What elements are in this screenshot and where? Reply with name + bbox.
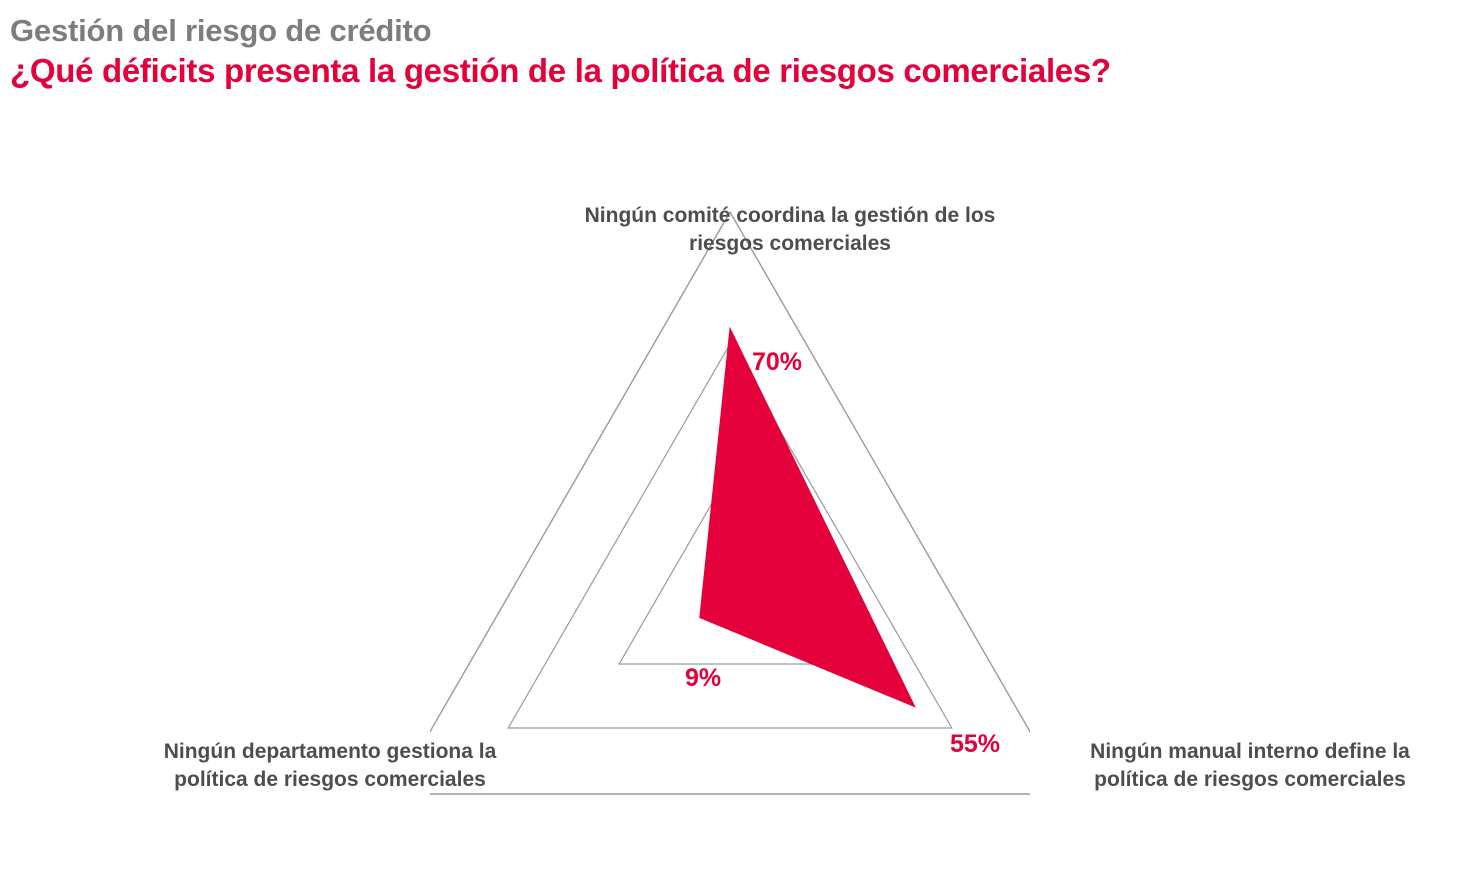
header bbox=[10, 14, 1430, 90]
axis-label-right: Ningún manual interno define la política de riesgos comerciales bbox=[1090, 740, 1410, 792]
value-label-left: 9% bbox=[685, 664, 722, 692]
axis-label-left: Ningún departamento gestiona la política de riesgos comerciales bbox=[163, 740, 497, 792]
radar-chart bbox=[0, 150, 1457, 880]
value-label-right: 55% bbox=[950, 730, 1001, 758]
page-title: ¿Qué déficits presenta la gestión de la política de riesgos comerciales? bbox=[10, 52, 1111, 90]
data-series-polygon bbox=[700, 328, 915, 706]
kicker-title: Gestión del riesgo de crédito bbox=[10, 13, 432, 48]
value-label-top: 70% bbox=[752, 348, 803, 376]
radar-chart-svg bbox=[430, 180, 1030, 800]
axis-label-top: Ningún comité coordina la gestión de los riesgos comerciales bbox=[584, 204, 996, 256]
